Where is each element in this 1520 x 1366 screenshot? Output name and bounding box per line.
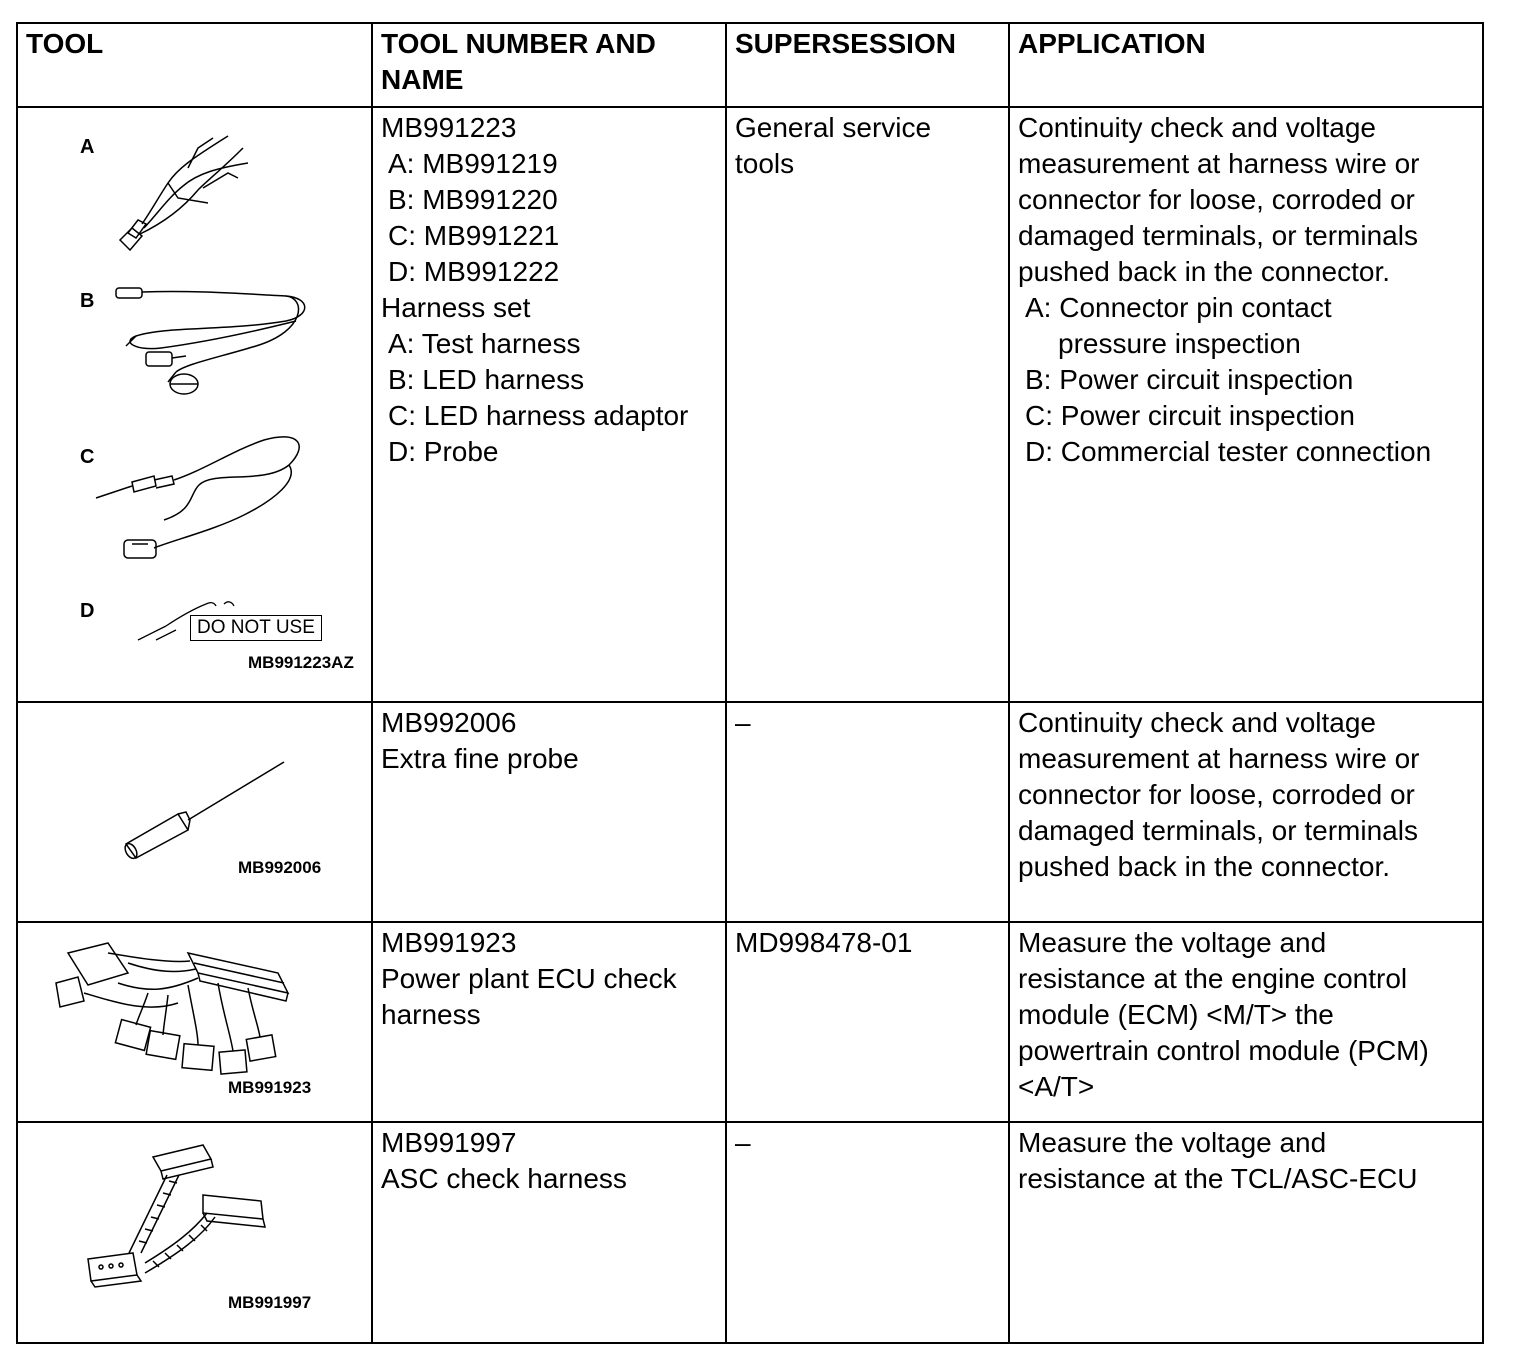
table-row — [17, 922, 1483, 1122]
figure-id: MB991997 — [228, 1293, 312, 1312]
ecu-check-harness-drawing — [48, 933, 308, 1083]
table-row — [17, 107, 1483, 702]
figure-letter-a: A — [80, 136, 95, 158]
supersession-cell: General service tools — [726, 107, 1009, 702]
led-harness-drawing — [106, 276, 316, 406]
test-harness-drawing — [98, 128, 258, 258]
tool-number-name-cell: MB992006 Extra fine probe — [372, 702, 726, 922]
tool-number-name-cell: MB991923 Power plant ECU check harness — [372, 922, 726, 1122]
special-tools-table — [16, 22, 1484, 1344]
figure-letter-d: D — [80, 600, 95, 622]
tool-number-name-cell: MB991997 ASC check harness — [372, 1122, 726, 1343]
tool-number-name-cell: MB991223 A: MB991219 B: MB991220 C: MB991221 D: MB991222 Harness set A: Test harness B: LED harness C: LED harness adaptor D: Probe — [372, 107, 726, 702]
extra-fine-probe-drawing — [118, 758, 288, 863]
application-cell: Continuity check and voltage measurement at harness wire or connector for loose, corroded or damaged terminals, or terminals pushed back in the connector. — [1009, 702, 1483, 922]
table-row — [17, 1122, 1483, 1343]
table-row — [17, 702, 1483, 922]
tool-illustration-extra-fine-probe — [17, 702, 372, 922]
tool-illustration-ecu-check-harness — [17, 922, 372, 1122]
figure-id: MB991223AZ — [248, 653, 354, 672]
header-supersession: SUPERSESSION — [726, 23, 1009, 107]
supersession-cell: – — [726, 702, 1009, 922]
figure-letter-c: C — [80, 446, 95, 468]
asc-check-harness-drawing — [83, 1141, 273, 1301]
application-cell: Measure the voltage and resistance at the engine control module (ECM) <M/T> the powertrain control module (PCM) <A/T> — [1009, 922, 1483, 1122]
header-tool: TOOL — [17, 23, 372, 107]
supersession-cell: MD998478-01 — [726, 922, 1009, 1122]
figure-letter-b: B — [80, 290, 95, 312]
supersession-cell: – — [726, 1122, 1009, 1343]
tool-illustration-harness-set — [17, 107, 372, 702]
header-application: APPLICATION — [1009, 23, 1483, 107]
header-tool-number-name: TOOL NUMBER AND NAME — [372, 23, 726, 107]
figure-id: MB992006 — [238, 858, 322, 877]
application-cell: Measure the voltage and resistance at the TCL/ASC-ECU — [1009, 1122, 1483, 1343]
led-harness-adaptor-drawing — [94, 430, 314, 570]
header-row — [17, 23, 1483, 107]
figure-id: MB991923 — [228, 1078, 312, 1097]
do-not-use-label: DO NOT USE — [190, 615, 322, 641]
tool-illustration-asc-check-harness — [17, 1122, 372, 1343]
application-cell: Continuity check and voltage measurement at harness wire or connector for loose, corroded or damaged terminals, or terminals pushed back in the connector. A: Connector pin contact pressure inspection B: Power circuit inspection C: Power circuit inspection D: Commercial tester connection — [1009, 107, 1483, 702]
